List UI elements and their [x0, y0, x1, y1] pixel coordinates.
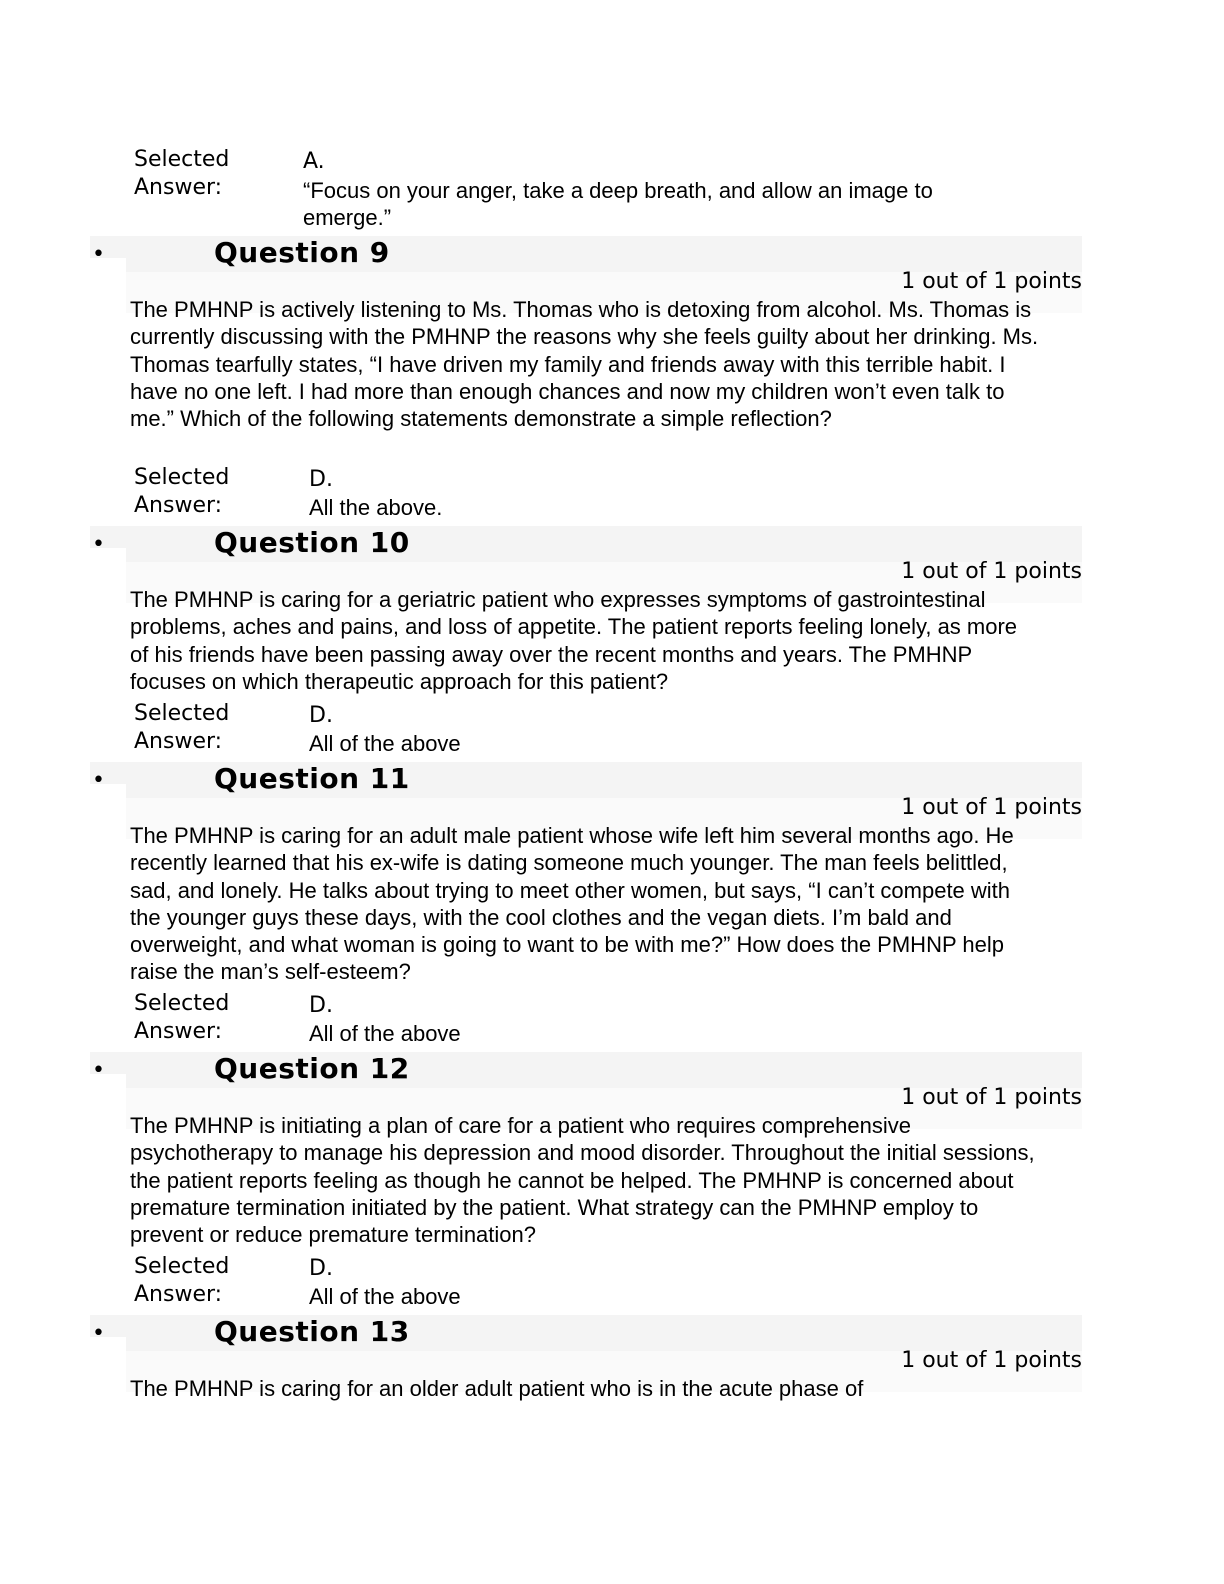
selected-label: Selected [134, 465, 230, 490]
bullet: • [92, 532, 105, 557]
answer-letter: A. [303, 149, 325, 174]
bullet: • [92, 1321, 105, 1346]
question-title: Question 13 [214, 1315, 410, 1348]
question-title: Question 10 [214, 526, 410, 559]
answer-text: All of the above [309, 1284, 461, 1309]
answer-letter: D. [309, 993, 333, 1018]
question-title: Question 11 [214, 762, 410, 795]
question-text: The PMHNP is actively listening to Ms. Thomas who is detoxing from alcohol. Ms. Thomas is currently discussing with the PMHNP the reasons why she feels guilty about her drinking. Ms. Thomas tearfully states, “I have driven my family and friends away with this terrible habit. I have no one left. I had more than enough chances and now my children won’t even talk to me.” Which of the following statements demonstrate a simple reflection? [130, 297, 1039, 432]
answer-label: Answer: [134, 729, 223, 754]
answer-text: All of the above [309, 1021, 461, 1046]
bullet: • [92, 242, 105, 267]
selected-label: Selected [134, 991, 230, 1016]
question-points: 1 out of 1 points [901, 269, 1082, 294]
bullet: • [92, 768, 105, 793]
answer-letter: D. [309, 467, 333, 492]
question-points: 1 out of 1 points [901, 559, 1082, 584]
question-points: 1 out of 1 points [901, 1348, 1082, 1373]
selected-label: Selected [134, 1254, 230, 1279]
question-points: 1 out of 1 points [901, 1085, 1082, 1110]
question-text: The PMHNP is caring for a geriatric patient who expresses symptoms of gastrointestinal problems, aches and pains, and loss of appetite. The patient reports feeling lonely, as more of his friends have been passing away over the recent months and years. The PMHNP focuses on which therapeutic approach for this patient? [130, 587, 1018, 694]
answer-label: Answer: [134, 1019, 223, 1044]
selected-label: Selected [134, 147, 230, 172]
question-text: The PMHNP is initiating a plan of care for a patient who requires comprehensive psychotherapy to manage his depression and mood disorder. Throughout the initial sessions, the patient reports feeling as though he cannot be helped. The PMHNP is concerned about premature termination initiated by the patient. What strategy can the PMHNP employ to prevent or reduce premature termination? [130, 1113, 1035, 1248]
answer-text: “Focus on your anger, take a deep breath, and allow an image to emerge.” [303, 178, 933, 230]
answer-label: Answer: [134, 1282, 223, 1307]
answer-label: Answer: [134, 175, 223, 200]
answer-letter: D. [309, 703, 333, 728]
question-title: Question 9 [214, 236, 390, 269]
question-text: The PMHNP is caring for an adult male patient whose wife left him several months ago. He recently learned that his ex-wife is dating someone much younger. The man feels belittled, sad, and lonely. He talks about trying to meet other women, but says, “I can’t compete with the younger guys these days, with the cool clothes and the vegan diets. I’m bald and overweight, and what woman is going to want to be with me?” How does the PMHNP help raise the man’s self-esteem? [130, 823, 1014, 985]
question-points: 1 out of 1 points [901, 795, 1082, 820]
question-text: The PMHNP is caring for an older adult patient who is in the acute phase of [130, 1376, 864, 1401]
selected-label: Selected [134, 701, 230, 726]
bullet: • [92, 1058, 105, 1083]
question-title: Question 12 [214, 1052, 410, 1085]
answer-label: Answer: [134, 493, 223, 518]
answer-letter: D. [309, 1256, 333, 1281]
answer-text: All of the above [309, 731, 461, 756]
answer-text: All the above. [309, 495, 443, 520]
